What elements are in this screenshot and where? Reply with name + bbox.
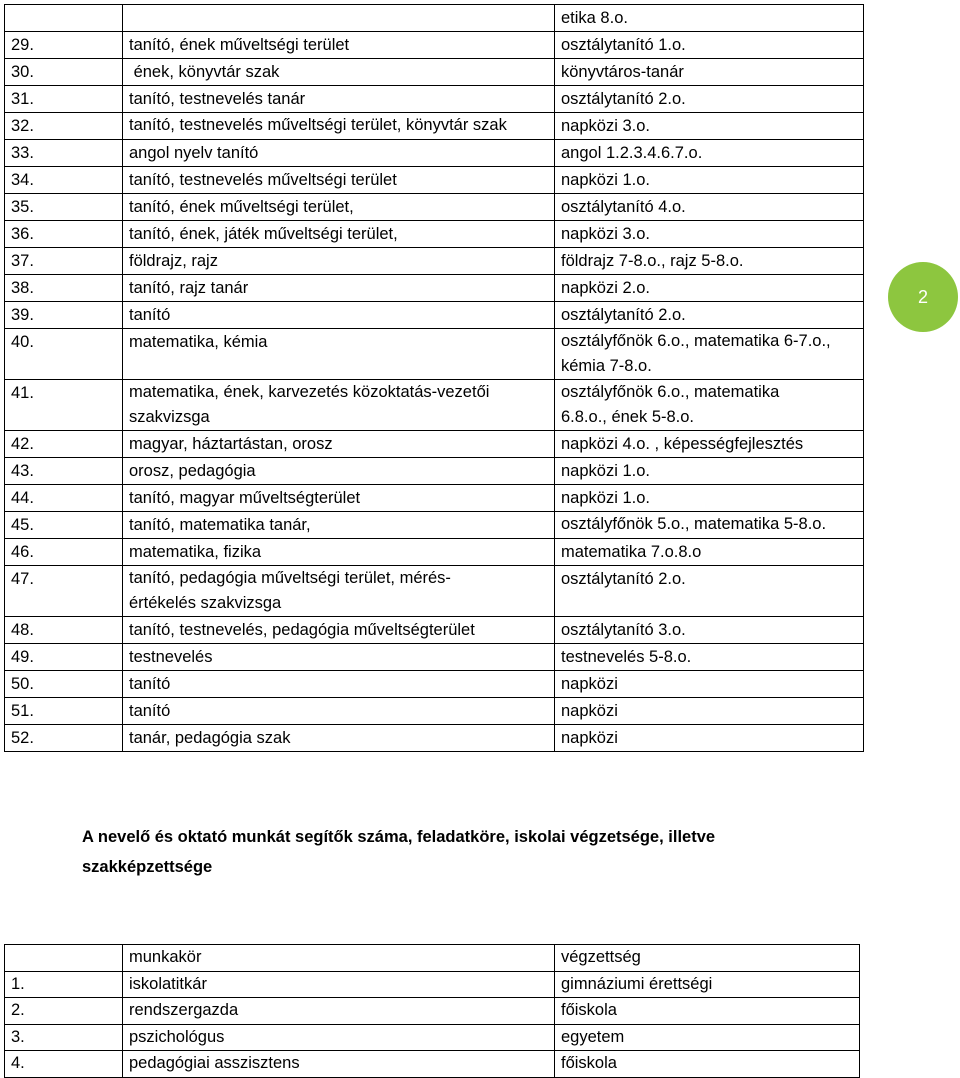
education-cell: gimnáziumi érettségi	[555, 971, 860, 998]
row-number: 1.	[5, 971, 123, 998]
assignment-cell: napközi 4.o. , képességfejlesztés	[555, 431, 864, 458]
table-row	[5, 113, 864, 140]
assignment-cell: napközi	[555, 671, 864, 698]
row-number: 41.	[5, 380, 123, 431]
assignment-cell: napközi	[555, 698, 864, 725]
row-number: 29.	[5, 32, 123, 59]
table-row	[5, 512, 864, 539]
section-heading: A nevelő és oktató munkát segítők száma, feladatköre, iskolai végzetsége, illetve szakképzettsége	[82, 828, 716, 876]
table-row	[5, 380, 864, 431]
table-row	[5, 539, 864, 566]
row-number: 40.	[5, 329, 123, 380]
row-number: 4.	[5, 1051, 123, 1078]
header-education: végzettség	[555, 945, 860, 972]
staff-table-body	[5, 5, 864, 752]
position-cell: rendszergazda	[123, 998, 555, 1025]
qualification-cell: testnevelés	[123, 644, 555, 671]
table-row	[5, 998, 860, 1025]
qualification-cell: tanító	[123, 698, 555, 725]
qualification-cell: tanár, pedagógia szak	[123, 725, 555, 752]
qualification-cell: tanító, testnevelés, pedagógia műveltségterület	[123, 617, 555, 644]
table-row	[5, 248, 864, 275]
qualification-cell: tanító, testnevelés tanár	[123, 86, 555, 113]
qualification-cell: tanító, testnevelés műveltségi terület, könyvtár szak	[123, 113, 555, 140]
assignment-cell: napközi 1.o.	[555, 167, 864, 194]
row-number: 37.	[5, 248, 123, 275]
row-number: 47.	[5, 566, 123, 617]
row-number: 33.	[5, 140, 123, 167]
row-number: 34.	[5, 167, 123, 194]
table-row	[5, 86, 864, 113]
assignment-cell: angol 1.2.3.4.6.7.o.	[555, 140, 864, 167]
table-row	[5, 5, 864, 32]
assignment-cell: osztálytanító 4.o.	[555, 194, 864, 221]
education-cell: főiskola	[555, 998, 860, 1025]
education-cell: egyetem	[555, 1024, 860, 1051]
qualification-cell: ének, könyvtár szak	[123, 59, 555, 86]
table-row	[5, 275, 864, 302]
position-cell: pszichológus	[123, 1024, 555, 1051]
table-row	[5, 971, 860, 998]
qualification-cell: tanító, ének, játék műveltségi terület,	[123, 221, 555, 248]
row-number: 48.	[5, 617, 123, 644]
row-number: 31.	[5, 86, 123, 113]
table-row	[5, 566, 864, 617]
table-row	[5, 617, 864, 644]
row-number: 45.	[5, 512, 123, 539]
row-number: 51.	[5, 698, 123, 725]
row-number: 42.	[5, 431, 123, 458]
assignment-cell: testnevelés 5-8.o.	[555, 644, 864, 671]
row-number: 32.	[5, 113, 123, 140]
row-number: 50.	[5, 671, 123, 698]
row-number: 46.	[5, 539, 123, 566]
qualification-cell: tanító, ének műveltségi terület,	[123, 194, 555, 221]
table-row	[5, 329, 864, 380]
position-cell: pedagógiai asszisztens	[123, 1051, 555, 1078]
staff-table	[4, 4, 864, 752]
assignment-cell: osztályfőnök 6.o., matematika 6.8.o., ének 5-8.o.	[555, 380, 864, 431]
table-row	[5, 194, 864, 221]
education-cell: főiskola	[555, 1051, 860, 1078]
row-number: 30.	[5, 59, 123, 86]
qualification-cell: matematika, fizika	[123, 539, 555, 566]
table-row	[5, 1051, 860, 1078]
row-number: 49.	[5, 644, 123, 671]
table-row	[5, 140, 864, 167]
position-cell: iskolatitkár	[123, 971, 555, 998]
qualification-cell: tanító, ének műveltségi terület	[123, 32, 555, 59]
qualification-cell: magyar, háztartástan, orosz	[123, 431, 555, 458]
row-number: 39.	[5, 302, 123, 329]
header-number	[5, 945, 123, 972]
table-row	[5, 221, 864, 248]
row-number: 35.	[5, 194, 123, 221]
assignment-cell: matematika 7.o.8.o	[555, 539, 864, 566]
assignment-cell: etika 8.o.	[555, 5, 864, 32]
assignment-cell: osztályfőnök 5.o., matematika 5-8.o.	[555, 512, 864, 539]
assignment-cell: napközi 1.o.	[555, 485, 864, 512]
assignment-cell: földrajz 7-8.o., rajz 5-8.o.	[555, 248, 864, 275]
qualification-cell: tanító, pedagógia műveltségi terület, mérés-értékelés szakvizsga	[123, 566, 555, 617]
assistant-staff-table	[4, 944, 860, 1078]
table-row	[5, 59, 864, 86]
assignment-cell: napközi 3.o.	[555, 221, 864, 248]
row-number	[5, 5, 123, 32]
assignment-cell: osztálytanító 2.o.	[555, 86, 864, 113]
qualification-cell: földrajz, rajz	[123, 248, 555, 275]
table-row	[5, 431, 864, 458]
row-number: 3.	[5, 1024, 123, 1051]
qualification-cell: angol nyelv tanító	[123, 140, 555, 167]
qualification-cell: tanító	[123, 671, 555, 698]
qualification-cell: tanító	[123, 302, 555, 329]
page-number-badge: 2	[888, 262, 958, 332]
assignment-cell: napközi 1.o.	[555, 458, 864, 485]
assignment-cell: napközi 2.o.	[555, 275, 864, 302]
row-number: 38.	[5, 275, 123, 302]
assignment-cell: osztályfőnök 6.o., matematika 6-7.o., kémia 7-8.o.	[555, 329, 864, 380]
assignment-cell: osztálytanító 2.o.	[555, 566, 864, 617]
header-position: munkakör	[123, 945, 555, 972]
table-row	[5, 458, 864, 485]
qualification-cell: tanító, rajz tanár	[123, 275, 555, 302]
assignment-cell: napközi 3.o.	[555, 113, 864, 140]
table-row	[5, 1024, 860, 1051]
assignment-cell: napközi	[555, 725, 864, 752]
row-number: 44.	[5, 485, 123, 512]
row-number: 2.	[5, 998, 123, 1025]
assignment-cell: könyvtáros-tanár	[555, 59, 864, 86]
assignment-cell: osztálytanító 2.o.	[555, 302, 864, 329]
assignment-cell: osztálytanító 3.o.	[555, 617, 864, 644]
table-row	[5, 32, 864, 59]
row-number: 52.	[5, 725, 123, 752]
qualification-cell: matematika, ének, karvezetés közoktatás-vezetői szakvizsga	[123, 380, 555, 431]
qualification-cell: tanító, testnevelés műveltségi terület	[123, 167, 555, 194]
qualification-cell: tanító, matematika tanár,	[123, 512, 555, 539]
table-row	[5, 698, 864, 725]
table-header-row	[5, 945, 860, 972]
qualification-cell	[123, 5, 555, 32]
assistant-table-body	[5, 945, 860, 1078]
row-number: 36.	[5, 221, 123, 248]
qualification-cell: orosz, pedagógia	[123, 458, 555, 485]
table-row	[5, 485, 864, 512]
qualification-cell: tanító, magyar műveltségterület	[123, 485, 555, 512]
table-row	[5, 671, 864, 698]
table-row	[5, 302, 864, 329]
table-row	[5, 725, 864, 752]
assignment-cell: osztálytanító 1.o.	[555, 32, 864, 59]
row-number: 43.	[5, 458, 123, 485]
qualification-cell: matematika, kémia	[123, 329, 555, 380]
table-row	[5, 167, 864, 194]
table-row	[5, 644, 864, 671]
